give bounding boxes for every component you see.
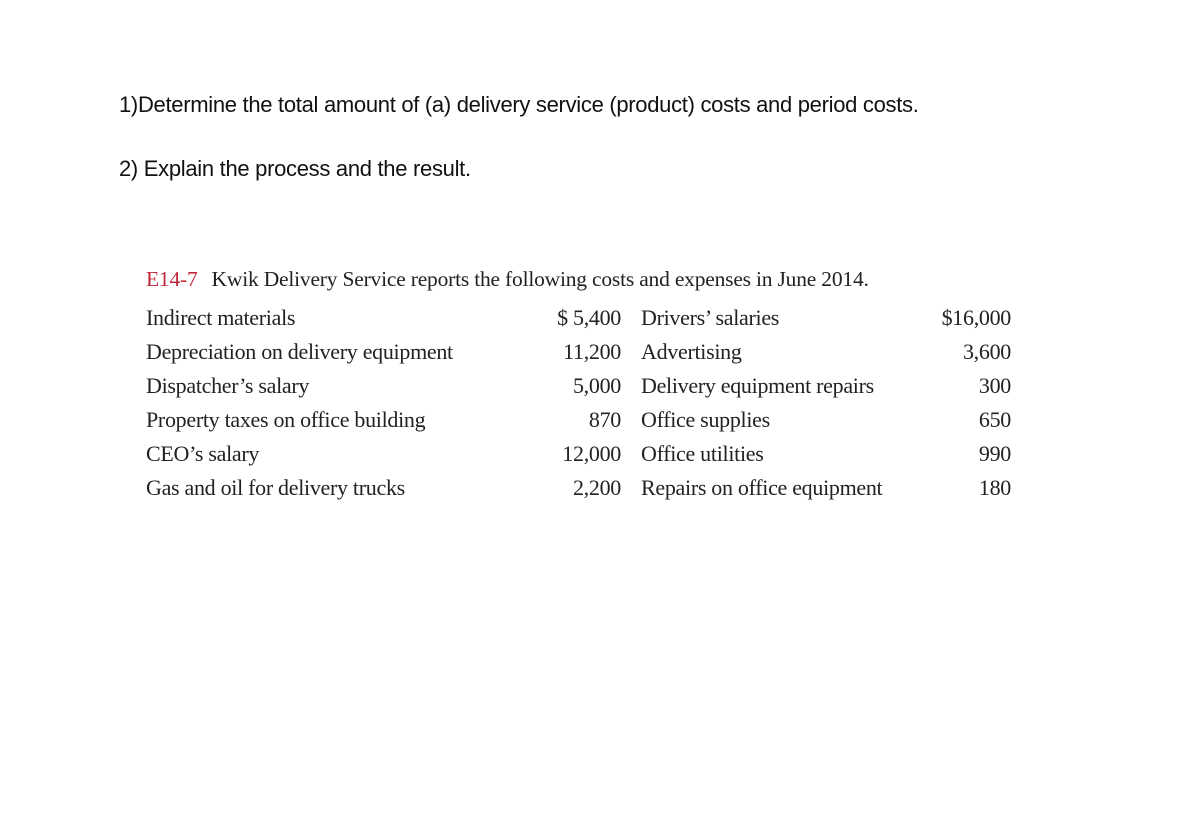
- cost-label: Dispatcher’s salary: [146, 373, 310, 398]
- table-row: [146, 338, 1011, 372]
- cost-label: Drivers’ salaries: [641, 305, 780, 330]
- cost-label: Repairs on office equipment: [641, 475, 883, 500]
- cost-amount: 5,000: [572, 373, 621, 398]
- cost-amount: 2,200: [572, 475, 621, 500]
- exercise-description: Kwik Delivery Service reports the following costs and expenses in June 2014.: [211, 267, 869, 291]
- cost-amount: 990: [978, 441, 1011, 466]
- table-row: [146, 406, 1011, 440]
- question-1: 1)Determine the total amount of (a) delivery service (product) costs and period costs.: [119, 92, 919, 117]
- cost-amount: 300: [978, 373, 1011, 398]
- exercise-id: E14-7: [146, 267, 198, 291]
- table-row: [146, 304, 1011, 338]
- cost-amount: 180: [978, 475, 1011, 500]
- cost-amount: $ 5,400: [557, 305, 621, 330]
- cost-label: CEO’s salary: [146, 441, 260, 466]
- cost-label: Gas and oil for delivery trucks: [146, 475, 405, 500]
- table-row: [146, 474, 1011, 508]
- question-2: 2) Explain the process and the result.: [119, 156, 471, 181]
- cost-label: Advertising: [641, 339, 742, 364]
- table-row: [146, 440, 1011, 474]
- cost-label: Property taxes on office building: [146, 407, 426, 432]
- table-row: [146, 372, 1011, 406]
- cost-amount: 12,000: [562, 441, 621, 466]
- cost-amount: 3,600: [962, 339, 1011, 364]
- cost-label: Office utilities: [641, 441, 764, 466]
- exercise-header: [146, 262, 1026, 296]
- cost-table: [146, 304, 1011, 508]
- cost-label: Office supplies: [641, 407, 770, 432]
- exercise-block: [146, 262, 1026, 508]
- cost-amount: $16,000: [941, 305, 1011, 330]
- cost-amount: 11,200: [563, 339, 621, 364]
- cost-amount: 650: [978, 407, 1011, 432]
- cost-label: Indirect materials: [146, 305, 296, 330]
- cost-label: Depreciation on delivery equipment: [146, 339, 453, 364]
- cost-label: Delivery equipment repairs: [641, 373, 874, 398]
- cost-amount: 870: [588, 407, 621, 432]
